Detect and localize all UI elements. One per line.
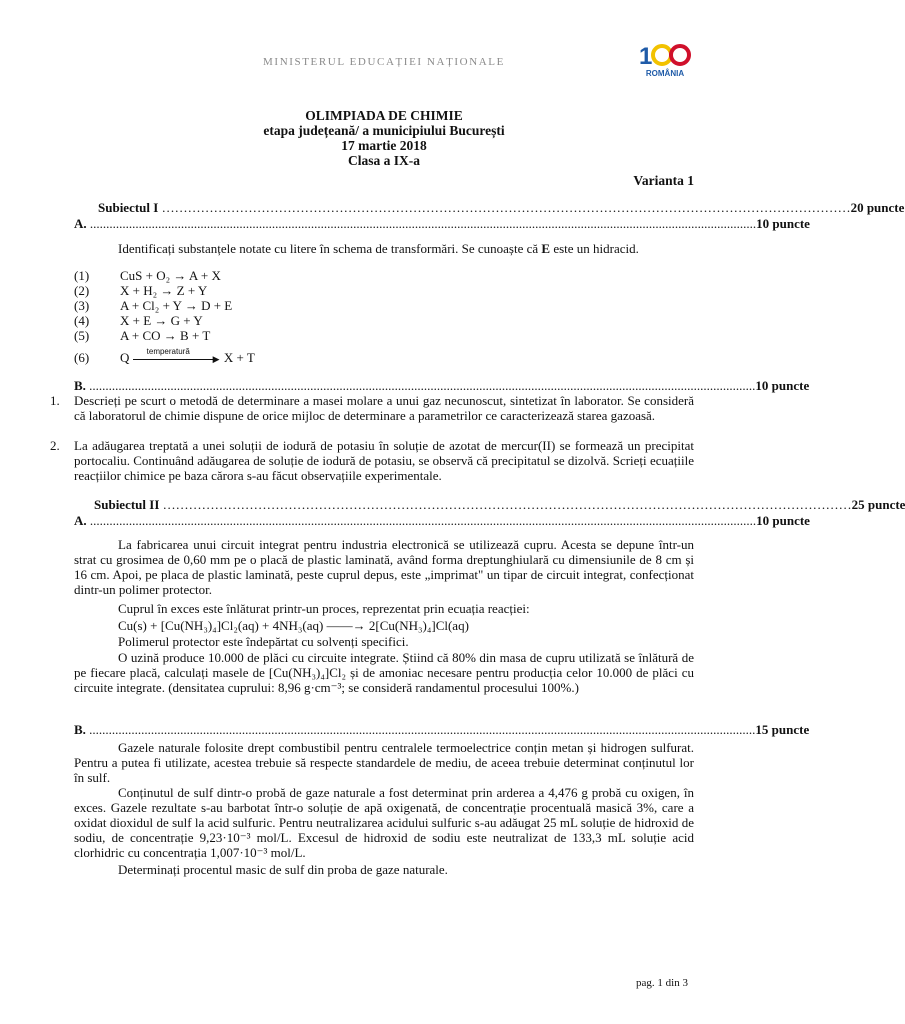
equation-5 (74, 328, 674, 343)
task-paragraph: Determinați procentul masic de sulf din proba de gaze naturale. (118, 862, 448, 877)
equation-number: (5) (74, 328, 90, 343)
equation-1 (74, 268, 674, 283)
subject2-label: Subiectul II (94, 497, 160, 512)
leader-dots: ............................................................................................................................................................................................................. (86, 513, 757, 528)
equation-text (120, 347, 255, 365)
equation-number: (6) (74, 350, 90, 365)
date-title: 17 martie 2018 (341, 138, 427, 153)
factory-paragraph: O uzină produce 10.000 de plăci cu circuite integrate. Știind că 80% din masa de cupru utilizată se înlătură de pe fiecare placă, calculați masele de [Cu(NH₃)₄]Cl₂ și de amoniac necesare pentru producția celor 10.000 de plăci cu circuite integrate. (densitatea cuprului: 8,96 g·cm⁻³; se consideră randamentul procesului 100%.) (74, 650, 694, 695)
intro-text: Identificați substanțele notate cu litere în schema de transformări. Se cunoaște că (118, 241, 542, 256)
reaction-equation: Cu(s) + [Cu(NH₃)₄]Cl₂(aq) + 4NH₃(aq) ——→ 2[Cu(NH₃)₄]Cl(aq) (118, 618, 469, 633)
title-block (0, 108, 768, 168)
leader-dots: ............................................................................................................................................................................................................. (86, 216, 757, 231)
partB-points: 10 puncte (755, 378, 810, 393)
leader-dots: …………………………………………………………………………………………………………………………………………… (158, 200, 851, 215)
equation-text: CuS + O₂ → A + X (120, 268, 221, 283)
arrow-condition-label: temperatură (146, 347, 190, 357)
equation-number: (4) (74, 313, 90, 328)
excess-copper-paragraph: Cuprul în exces este înlăturat printr-un proces, reprezentat prin ecuația reacției: (118, 601, 530, 616)
subject1-partB-heading (74, 378, 810, 393)
olympiad-title: OLIMPIADA DE CHIMIE (305, 108, 463, 123)
stage-title: etapa județeană/ a municipiului București (263, 123, 505, 138)
logo-ring-red (671, 46, 689, 64)
intro-bold-letter: E (541, 241, 551, 256)
arrow-shaft (133, 359, 215, 360)
question-item-1 (50, 393, 694, 439)
logo-digit-one: 1 (639, 43, 653, 70)
intro-text-end: este un hidracid. (550, 241, 639, 256)
subject1-heading (98, 200, 905, 215)
natural-gas-paragraph: Gazele naturale folosite drept combustibil pentru centralele termoelectrice conțin metan și hidrogen sulfurat. Pentru a putea fi utilizate, acestea trebuie să respecte standardele de mediu, de aceea trebuie determinat conținutul lor în sulf. (74, 740, 694, 785)
sulfur-content-paragraph: Conținutul de sulf dintr-o probă de gaze naturale a fost determinat prin arderea a 4,476 g probă cu oxigen, în exces. Gazele rezultate s-au barbotat într-o soluție de apă oxigenată, de concentrație procentuală masică 3%, care a oxidat dioxidul de sulf la acid sulfuric. Pentru neutralizarea acidului sulfuric s-au adăugat 25 mL soluție de hidroxid de sodiu, de concentrație 9,23·10⁻³ mol/L. Excesul de hidroxid de sodiu este neutralizat de 133,3 mL soluție acid clorhidric cu concentrația 1,007·10⁻³ mol/L. (74, 785, 694, 860)
logo-ring-yellow (653, 46, 671, 64)
partA-points: 10 puncte (756, 216, 810, 231)
equation-3 (74, 298, 674, 313)
subject2-partA-heading (74, 513, 810, 528)
leader-dots: …………………………………………………………………………………………………………………………………………… (159, 497, 852, 512)
partA-points: 10 puncte (756, 513, 810, 528)
partB-points: 15 puncte (755, 722, 810, 737)
subject1-points: 20 puncte (850, 200, 905, 215)
equation-number: (2) (74, 283, 90, 298)
item-text: La adăugarea treptată a unei soluții de iodură de potasiu în soluție de azotat de mercur(II) se formează un precipitat portocaliu. Continuând adăugarea de soluție de iodură de potasiu, se observă că precipitatul se dizolvă. Scrieți ecuațiile reacțiilor chimice pe baza cărora s-au făcut observațiile experimentale. (74, 438, 694, 483)
romania-100-logo (634, 38, 696, 84)
equation-number: (3) (74, 298, 90, 313)
item-number: 2. (50, 438, 60, 453)
subject2-heading (94, 497, 905, 512)
subject1-label: Subiectul I (98, 200, 159, 215)
logo-country-text: ROMÂNIA (645, 69, 685, 78)
equation-reactant: Q (120, 350, 130, 365)
equation-6 (74, 347, 674, 365)
item-text: Descrieți pe scurt o metodă de determinare a masei molare a unui gaz necunoscut, sintetizat în laborator. Se consideră că laboratorul de chimie dispune de orice mijloc de determinare a parametrilor ce caracterizează starea gazoasă. (74, 393, 694, 423)
partB-label: B. (74, 722, 86, 737)
partB-label: B. (74, 378, 86, 393)
reaction-arrow (133, 347, 221, 365)
variant-label: Varianta 1 (633, 173, 694, 188)
ministry-header: MINISTERUL EDUCAȚIEI NAȚIONALE (263, 56, 505, 68)
equation-text: A + CO → B + T (120, 328, 211, 343)
class-title: Clasa a IX-a (347, 153, 420, 168)
subject2-partB-heading (74, 722, 810, 737)
circuit-paragraph: La fabricarea unui circuit integrat pentru industria electronică se utilizează cupru. Acesta se depune într-un strat cu grosimea de 0,60 mm pe o placă de plastic laminată, având forma dreptunghiulară cu dimensiunile de 8 cm și 16 cm. Apoi, pe placa de plastic laminată, peste cuprul depus, este „imprimat" un tipar de circuit integrat, confecționat dintr-un polimer protector. (74, 537, 694, 597)
equation-4 (74, 313, 674, 328)
polymer-paragraph: Polimerul protector este îndepărtat cu solvenți specifici. (118, 634, 409, 649)
page-number: pag. 1 din 3 (636, 977, 688, 989)
equation-2 (74, 283, 674, 298)
leader-dots: ............................................................................................................................................................................................................. (85, 722, 756, 737)
equation-text: A + Cl₂ + Y → D + E (120, 298, 233, 313)
subject1-partA-heading (74, 216, 810, 231)
equation-text: X + E → G + Y (120, 313, 203, 328)
equation-products: X + T (223, 350, 255, 365)
subject2-points: 25 puncte (851, 497, 905, 512)
partA-label: A. (74, 216, 87, 231)
leader-dots: ............................................................................................................................................................................................................. (85, 378, 756, 393)
arrow-head-icon: ▶ (212, 354, 220, 365)
subject1-intro (118, 241, 698, 256)
equation-number: (1) (74, 268, 90, 283)
partA-label: A. (74, 513, 87, 528)
question-item-2 (50, 438, 694, 484)
equation-text: X + H₂ → Z + Y (120, 283, 208, 298)
item-number: 1. (50, 393, 60, 408)
